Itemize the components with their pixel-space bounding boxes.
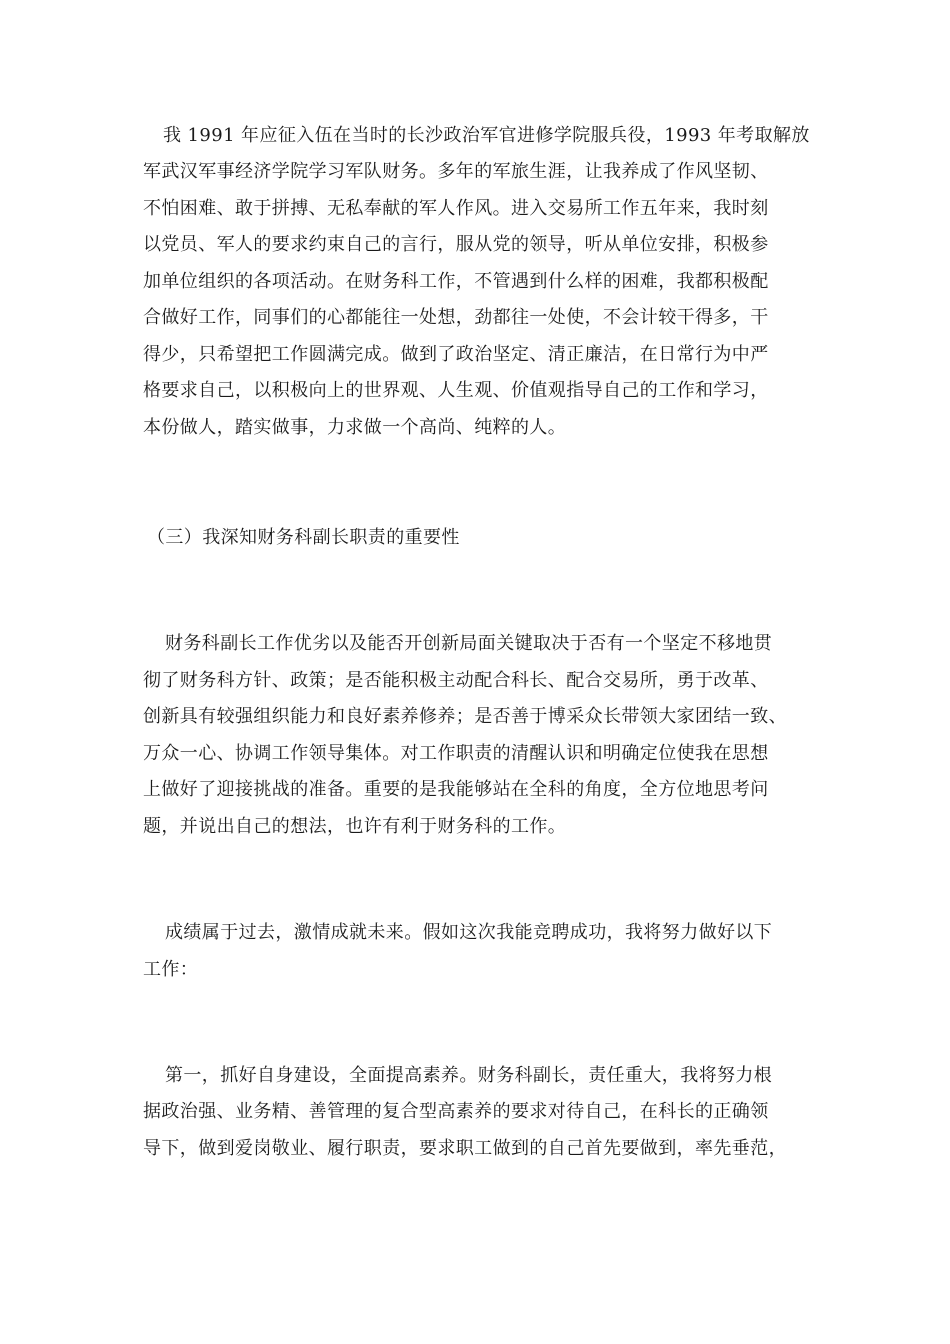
text-line: 创新具有较强组织能力和良好素养修养；是否善于博采众长带领大家团结一致、 [143,706,787,727]
text-line: 成绩属于过去，激情成就未来。假如这次我能竞聘成功，我将努力做好以下 [165,922,773,943]
text-line: 加单位组织的各项活动。在财务科工作，不管遇到什么样的困难，我都积极配 [143,271,769,292]
text-line: 彻了财务科方针、政策；是否能积极主动配合科长、配合交易所，勇于改革、 [143,670,769,691]
text-line: 题，并说出自己的想法，也许有利于财务科的工作。 [143,816,567,837]
text-line: 我 1991 年应征入伍在当时的长沙政治军官进修学院服兵役，1993 年考取解放 [163,125,810,146]
text-line: 工作： [143,959,199,980]
text-line: 上做好了迎接挑战的准备。重要的是我能够站在全科的角度，全方位地思考问 [143,779,769,800]
text-line: 财务科副长工作优劣以及能否开创新局面关键取决于否有一个坚定不移地贯 [165,633,773,654]
text-line: 本份做人，踏实做事，力求做一个高尚、纯粹的人。 [143,417,567,438]
text-line: 第一，抓好自身建设，全面提高素养。财务科副长，责任重大，我将努力根 [165,1065,773,1086]
text-line: 合做好工作，同事们的心都能往一处想，劲都往一处使，不会计较干得多，干 [143,307,769,328]
text-line: 军武汉军事经济学院学习军队财务。多年的军旅生涯，让我养成了作风坚韧、 [143,161,769,182]
section-heading: （三）我深知财务科副长职责的重要性 [147,527,460,548]
text-line: 万众一心、协调工作领导集体。对工作职责的清醒认识和明确定位使我在思想 [143,743,769,764]
text-line: 格要求自己，以积极向上的世界观、人生观、价值观指导自己的工作和学习， [143,380,769,401]
text-line: 导下，做到爱岗敬业、履行职责，要求职工做到的自己首先要做到，率先垂范， [143,1138,787,1159]
text-line: 以党员、军人的要求约束自己的言行，服从党的领导，听从单位安排，积极参 [143,234,769,255]
text-line: 不怕困难、敢于拼搏、无私奉献的军人作风。进入交易所工作五年来，我时刻 [143,198,769,219]
text-line: 据政治强、业务精、善管理的复合型高素养的要求对待自己，在科长的正确领 [143,1101,769,1122]
text-line: 得少，只希望把工作圆满完成。做到了政治坚定、清正廉洁，在日常行为中严 [143,344,769,365]
